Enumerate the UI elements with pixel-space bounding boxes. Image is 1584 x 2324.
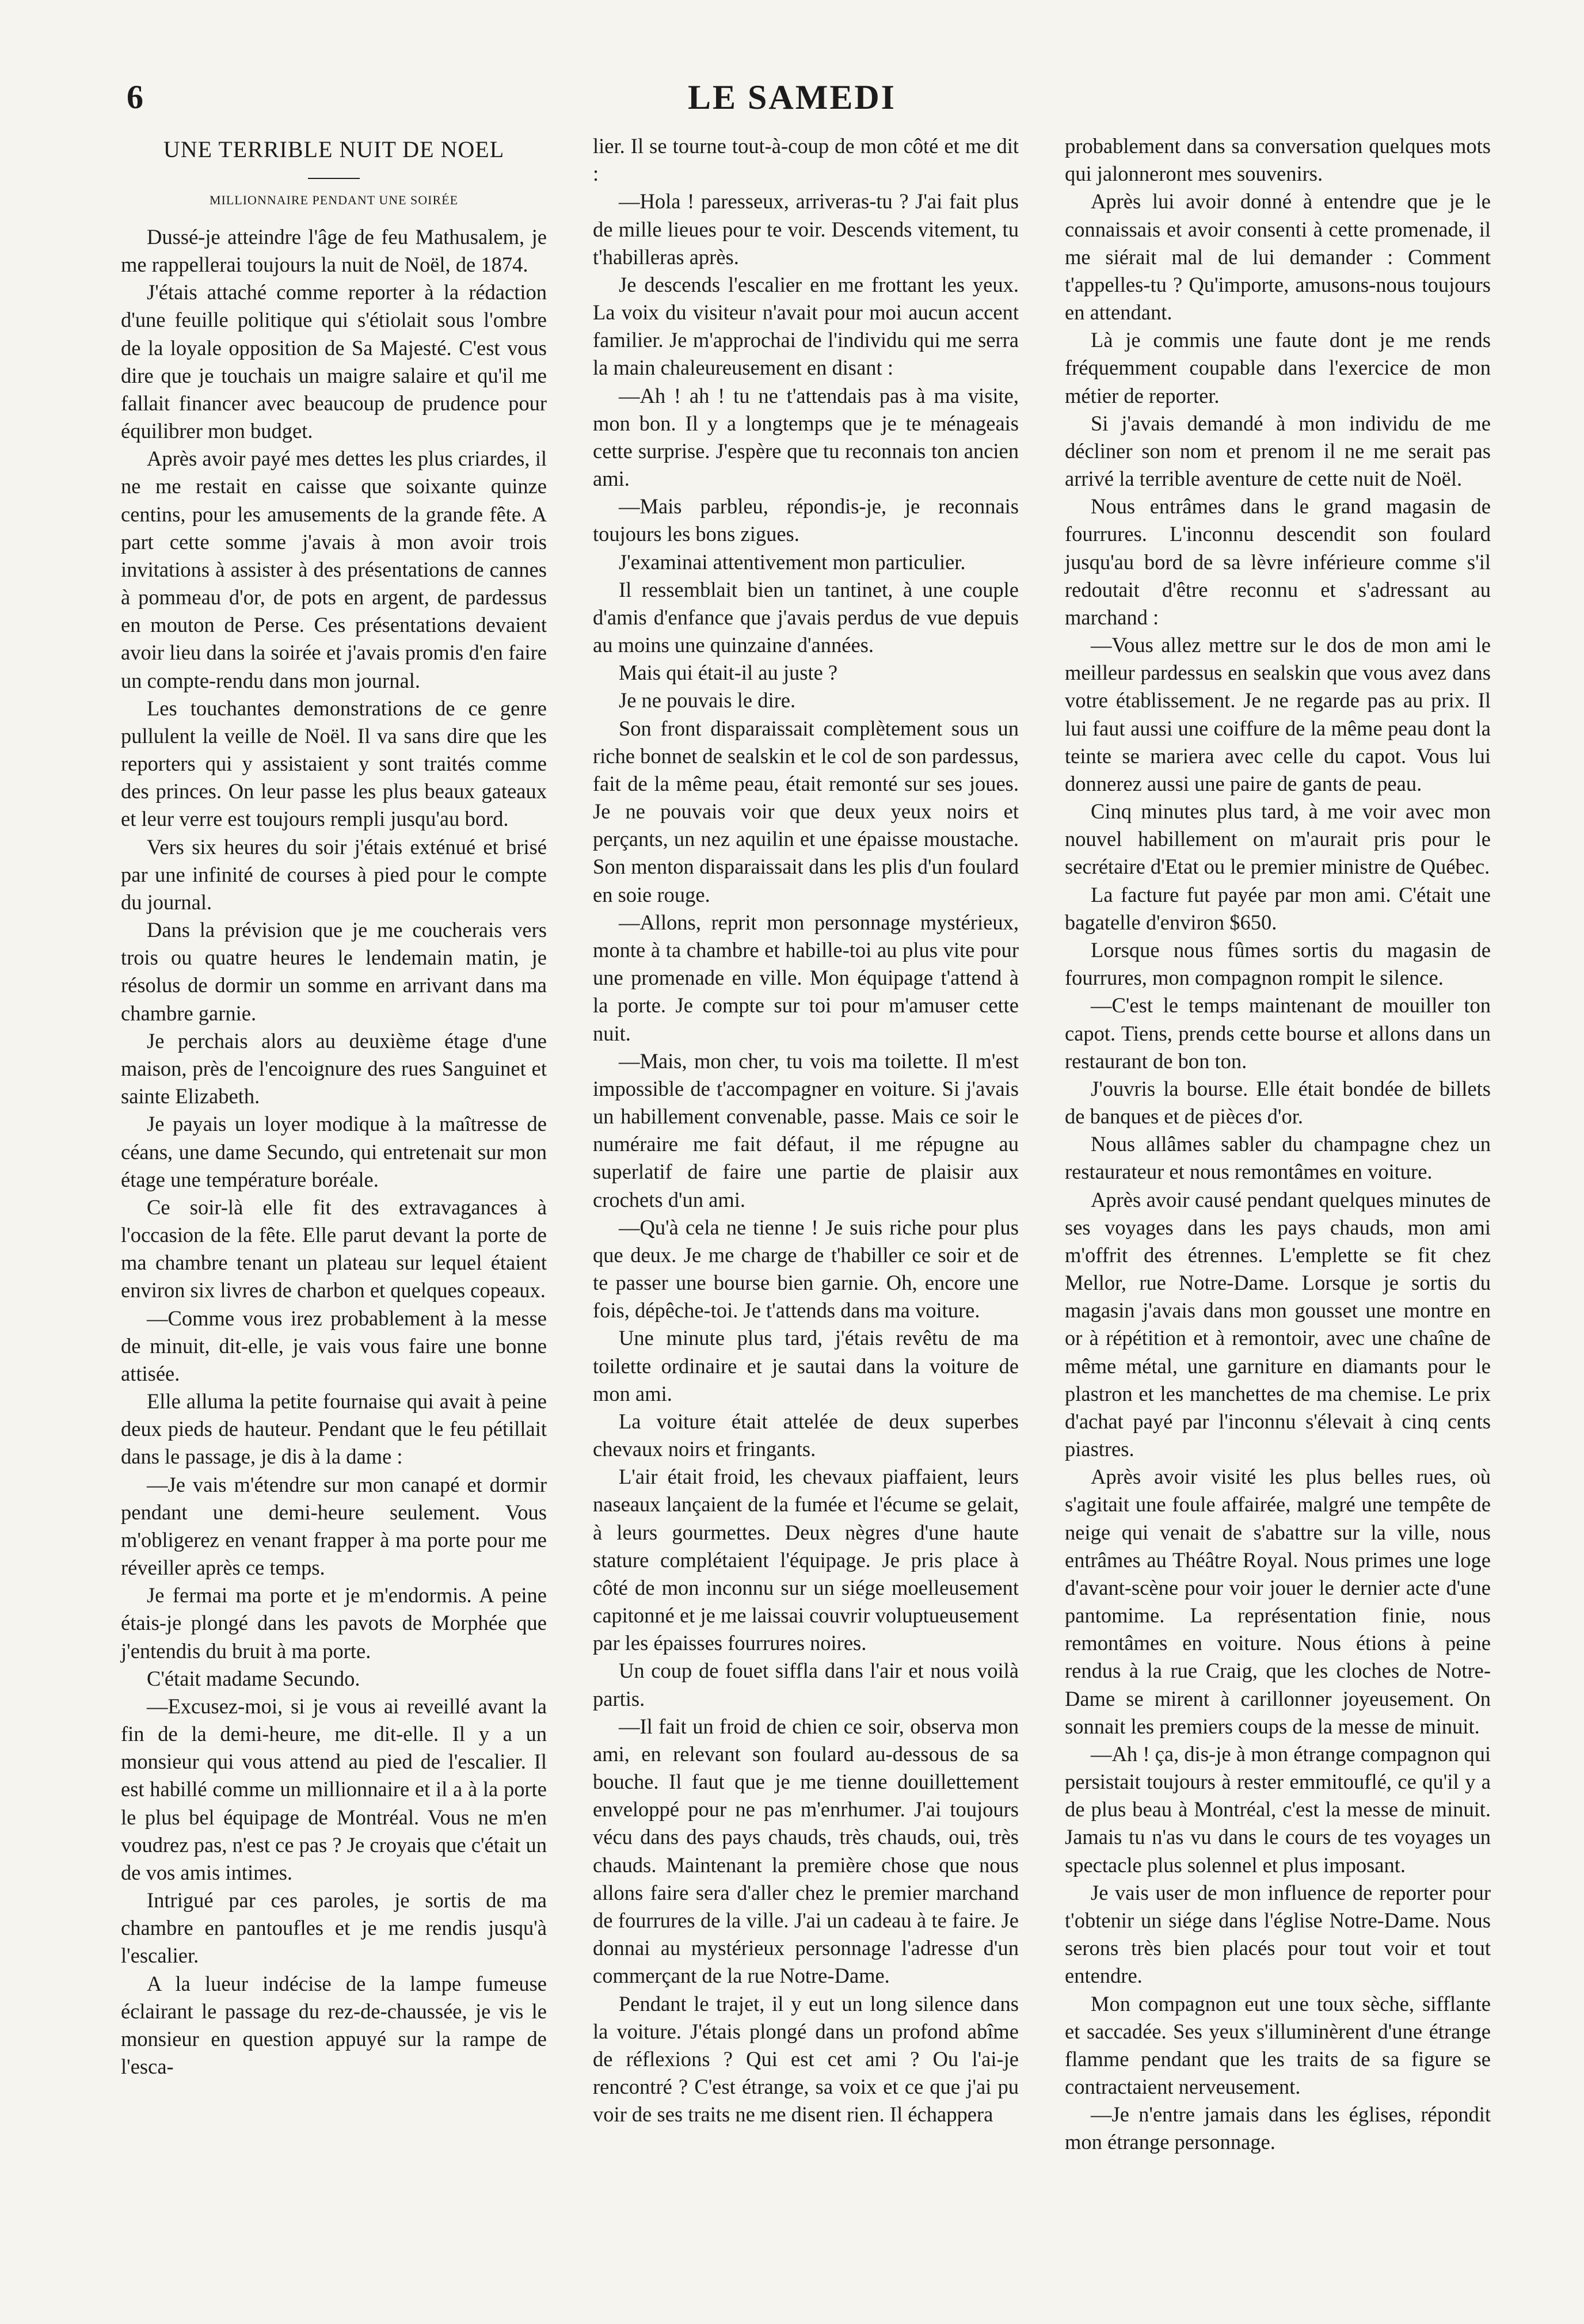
article-subtitle: MILLIONNAIRE PENDANT UNE SOIRÉE (209, 192, 459, 207)
paragraph: Après lui avoir donné à entendre que je le connaissais et avoir consenti à cette promenade, il me siérait mal de lui demander : Comment t'appelles-tu ? Qu'importe, amusons-nous toujours en attendant. (1065, 189, 1491, 325)
paragraph: Nous allâmes sabler du champagne chez un restaurateur et nous remontâmes en voiture. (1065, 1132, 1491, 1184)
paragraph: —Ah ! ah ! tu ne t'attendais pas à ma visite, mon bon. Il y a longtemps que je te ménageais cette surprise. J'espère que tu reconnais ton ancien ami. (593, 383, 1019, 491)
article-title: UNE TERRIBLE NUIT DE NOEL (163, 136, 505, 162)
paragraph: Après avoir causé pendant quelques minutes de ses voyages dans les pays chauds, mon ami m'offrit des étrennes. L'emplette se fit chez Mellor, rue Notre-Dame. Lorsque je sortis du magasin j'avais dans mon gousset une montre en or à répétition et à remontoir, avec une chaîne de même métal, une garniture en diamants pour le plastron et les manchettes de ma chemise. Le prix d'achat payé par l'inconnu s'élevait à cinq cents piastres. (1065, 1187, 1491, 1461)
paragraph: Nous entrâmes dans le grand magasin de fourrures. L'inconnu descendit son foulard jusqu'au bord de sa lèvre inférieure comme s'il redoutait d'être reconnu et s'adressant au marchand : (1065, 494, 1491, 629)
paragraph: Cinq minutes plus tard, à me voir avec mon nouvel habillement on m'aurait pris pour le secrétaire d'Etat ou le premier ministre de Québec. (1065, 799, 1491, 879)
paragraph: Dans la prévision que je me coucherais vers trois ou quatre heures le lendemain matin, je résolus de dormir un somme en arrivant dans ma chambre garnie. (121, 918, 547, 1025)
article-columns (121, 132, 1491, 2296)
paragraph: —Je vais m'étendre sur mon canapé et dormir pendant une demi-heure seulement. Vous m'obligerez en venant frapper à ma porte pour me réveiller après ce temps. (121, 1472, 547, 1580)
paragraph: Dussé-je atteindre l'âge de feu Mathusalem, je me rappellerai toujours la nuit de Noël, de 1874. (121, 224, 547, 276)
paragraph: Vers six heures du soir j'étais exténué et brisé par une infinité de courses à pied pour le compte du journal. (121, 835, 547, 914)
paragraph: J'étais attaché comme reporter à la rédaction d'une feuille politique qui s'étiolait sous l'ombre de la loyale opposition de Sa Majesté. C'est vous dire que je touchais un maigre salaire et qu'il me fallait financer avec beaucoup de prudence pour équilibrer mon budget. (121, 280, 547, 443)
title-divider (308, 178, 360, 179)
paragraph: Lorsque nous fûmes sortis du magasin de fourrures, mon compagnon rompit le silence. (1065, 938, 1491, 990)
paragraph: Je vais user de mon influence de reporter pour t'obtenir un siége dans l'église Notre-Dame. Nous serons très bien placés pour tout voir et tout entendre. (1065, 1880, 1491, 1988)
paragraph: Après avoir payé mes dettes les plus criardes, il ne me restait en caisse que soixante quinze centins, pour les amusements de la grande fête. A part cette somme j'avais à mon avoir trois invitations à assister à des présentations de cannes à pommeau d'or, de pots en argent, de pardessus en mouton de Perse. Ces présentations devaient avoir lieu dans la soirée et j'avais promis d'en faire un compte-rendu dans mon journal. (121, 447, 547, 692)
paragraph: Il ressemblait bien un tantinet, à une couple d'amis d'enfance que j'avais perdus de vue depuis au moins une quinzaine d'années. (593, 577, 1019, 657)
paragraph: —Qu'à cela ne tienne ! Je suis riche pour plus que deux. Je me charge de t'habiller ce soir et de te passer une bourse bien garnie. Oh, encore une fois, dépêche-toi. Je t'attends dans ma voiture. (593, 1215, 1019, 1323)
paragraph: Je ne pouvais le dire. (619, 688, 796, 713)
paragraph: probablement dans sa conversation quelques mots qui jalonneront mes souvenirs. (1065, 134, 1491, 186)
paragraph: Je descends l'escalier en me frottant les yeux. La voix du visiteur n'avait pour moi aucun accent familier. Je m'approchai de l'individu qui me serra la main chaleureusement en disant : (593, 272, 1019, 380)
paragraph: Intrigué par ces paroles, je sortis de ma chambre en pantoufles et je me rendis jusqu'à l'escalier. (121, 1888, 547, 1968)
paragraph: La voiture était attelée de deux superbes chevaux noirs et fringants. (593, 1409, 1019, 1461)
paragraph: Je payais un loyer modique à la maîtresse de céans, une dame Secundo, qui entretenait sur mon étage une température boréale. (121, 1112, 547, 1191)
paragraph: Ce soir-là elle fit des extravagances à l'occasion de la fête. Elle parut devant la porte de ma chambre tenant un plateau sur lequel étaient environ six livres de charbon et quelques copeaux. (121, 1195, 547, 1302)
masthead: LE SAMEDI (687, 78, 897, 116)
paragraph: —Mais, mon cher, tu vois ma toilette. Il m'est impossible de t'accompagner en voiture. Si j'avais un habillement convenable, passe. Mais ce soir le numéraire me fait défaut, il me répugne au superlatif de faire une partie de plaisir aux crochets d'un ami. (593, 1049, 1019, 1211)
paragraph: —Vous allez mettre sur le dos de mon ami le meilleur pardessus en sealskin que vous avez dans votre établissement. Je ne regarde pas au prix. Il lui faut aussi une coiffure de la même peau dont la teinte se mariera avec celle du capot. Vous lui donnerez aussi une paire de gants de peau. (1065, 633, 1491, 795)
paragraph: Elle alluma la petite fournaise qui avait à peine deux pieds de hauteur. Pendant que le feu pétillait dans le passage, je dis à la dame : (121, 1389, 547, 1469)
column-2 (593, 132, 1019, 2296)
paragraph: —Hola ! paresseux, arriveras-tu ? J'ai fait plus de mille lieues pour te voir. Descends vitement, tu t'habilleras après. (593, 189, 1019, 269)
paragraph: Pendant le trajet, il y eut un long silence dans la voiture. J'étais plongé dans un profond abîme de réflexions ? Qui est cet ami ? Ou l'ai-je rencontré ? C'est étrange, sa voix et ce que j'ai pu voir de ses traits ne me disent rien. Il échappera (593, 1991, 1019, 2127)
paragraph: A la lueur indécise de la lampe fumeuse éclairant le passage du rez-de-chaussée, je vis le monsieur en question appuyé sur la rampe de l'esca- (121, 1971, 547, 2079)
paragraph: —Je n'entre jamais dans les églises, répondit mon étrange personnage. (1065, 2102, 1491, 2154)
paragraph: Si j'avais demandé à mon individu de me décliner son nom et prenom il ne me serait pas arrivé la terrible aventure de cette nuit de Noël. (1065, 411, 1491, 491)
paragraph: —Il fait un froid de chien ce soir, observa mon ami, en relevant son foulard au-dessous de sa bouche. Il faut que je me tienne douillettement enveloppé pour ne pas m'enrhumer. J'ai toujours vécu dans des pays chauds, très chauds, oui, très chauds. Maintenant la première chose que nous allons faire sera d'aller chez le premier marchand de fourrures de la ville. J'ai un cadeau à te faire. Je donnai au mystérieux personnage l'adresse d'un commerçant de la rue Notre-Dame. (593, 1714, 1019, 1988)
paragraph: Une minute plus tard, j'étais revêtu de ma toilette ordinaire et je sautai dans la voiture de mon ami. (593, 1326, 1019, 1405)
page-number: 6 (127, 78, 143, 116)
column-3 (1065, 132, 1491, 2296)
paragraph: —Mais parbleu, répondis-je, je reconnais toujours les bons zigues. (593, 494, 1019, 546)
paragraph: Je perchais alors au deuxième étage d'une maison, près de l'encoignure des rues Sanguinet et sainte Elizabeth. (121, 1028, 547, 1108)
paragraph: La facture fut payée par mon ami. C'était une bagatelle d'environ $650. (1065, 882, 1491, 934)
column-1 (121, 132, 547, 2296)
paragraph: C'était madame Secundo. (147, 1666, 360, 1690)
paragraph: L'air était froid, les chevaux piaffaient, leurs naseaux lançaient de la fumée et l'écume se gelait, à leurs gourmettes. Deux nègres d'une haute stature complétaient l'équipage. Je pris place à côté de mon inconnu sur un siége moelleusement capitonné et je me laissai couvrir voluptueusement par les épaisses fourrures noires. (593, 1465, 1019, 1655)
paragraph: Après avoir visité les plus belles rues, où s'agitait une foule affairée, malgré une tempête de neige qui venait de s'abattre sur la ville, nous entrâmes au Théâtre Royal. Nous primes une loge d'avant-scène pour voir jouer le dernier acte d'une pantomime. La représentation finie, nous remontâmes en voiture. Nous étions à peine rendus à la rue Craig, que les cloches de Notre-Dame se mirent à carillonner joyeusement. On sonnait les premiers coups de la messe de minuit. (1065, 1465, 1491, 1738)
paragraph: Je fermai ma porte et je m'endormis. A peine étais-je plongé dans les pavots de Morphée que j'entendis du bruit à ma porte. (121, 1583, 547, 1663)
paragraph: —C'est le temps maintenant de mouiller ton capot. Tiens, prends cette bourse et allons dans un restaurant de bon ton. (1065, 993, 1491, 1073)
paragraph: Un coup de fouet siffla dans l'air et nous voilà partis. (593, 1659, 1019, 1710)
paragraph: Là je commis une faute dont je me rends fréquemment coupable dans l'exercice de mon métier de reporter. (1065, 328, 1491, 407)
paragraph: Mon compagnon eut une toux sèche, sifflante et saccadée. Ses yeux s'illuminèrent d'une étrange flamme pendant que les traits de sa figure se contractaient nerveusement. (1065, 1991, 1491, 2099)
paragraph: Mais qui était-il au juste ? (619, 661, 838, 685)
paragraph: lier. Il se tourne tout-à-coup de mon côté et me dit : (593, 134, 1019, 186)
page-header (86, 63, 1498, 127)
paragraph: —Allons, reprit mon personnage mystérieux, monte à ta chambre et habille-toi au plus vite pour une promenade en ville. Mon équipage t'attend à la porte. Je compte sur toi pour m'amuser cette nuit. (593, 910, 1019, 1045)
paragraph: —Excusez-moi, si je vous ai reveillé avant la fin de la demi-heure, me dit-elle. Il y a un monsieur qui vous attend au pied de l'escalier. Il est habillé comme un millionnaire et il a à la porte le plus bel équipage de Montréal. Vous ne m'en voudrez pas, n'est ce pas ? Je croyais que c'était un de vos amis intimes. (121, 1694, 547, 1884)
paragraph: Les touchantes demonstrations de ce genre pullulent la veille de Noël. Il va sans dire que les reporters qui y assistaient y sont traités comme des princes. On leur passe les plus beaux gateaux et leur verre est toujours rempli jusqu'au bord. (121, 696, 547, 831)
paragraph: Son front disparaissait complètement sous un riche bonnet de sealskin et le col de son pardessus, fait de la même peau, était remonté sur ses joues. Je ne pouvais voir que deux yeux noirs et perçants, un nez aquilin et une épaisse moustache. Son menton disparaissait dans les plis d'un foulard en soie rouge. (593, 716, 1019, 906)
paragraph: J'ouvris la bourse. Elle était bondée de billets de banques et de pièces d'or. (1065, 1076, 1491, 1129)
paragraph: —Ah ! ça, dis-je à mon étrange compagnon qui persistait toujours à rester emmitouflé, ce qu'il y a de plus beau à Montréal, c'est la messe de minuit. Jamais tu n'as vu dans le cours de tes voyages un spectacle plus solennel et plus imposant. (1065, 1742, 1491, 1877)
paragraph: J'examinai attentivement mon particulier. (619, 550, 966, 574)
paragraph: —Comme vous irez probablement à la messe de minuit, dit-elle, je vais vous faire une bonne attisée. (121, 1306, 547, 1385)
